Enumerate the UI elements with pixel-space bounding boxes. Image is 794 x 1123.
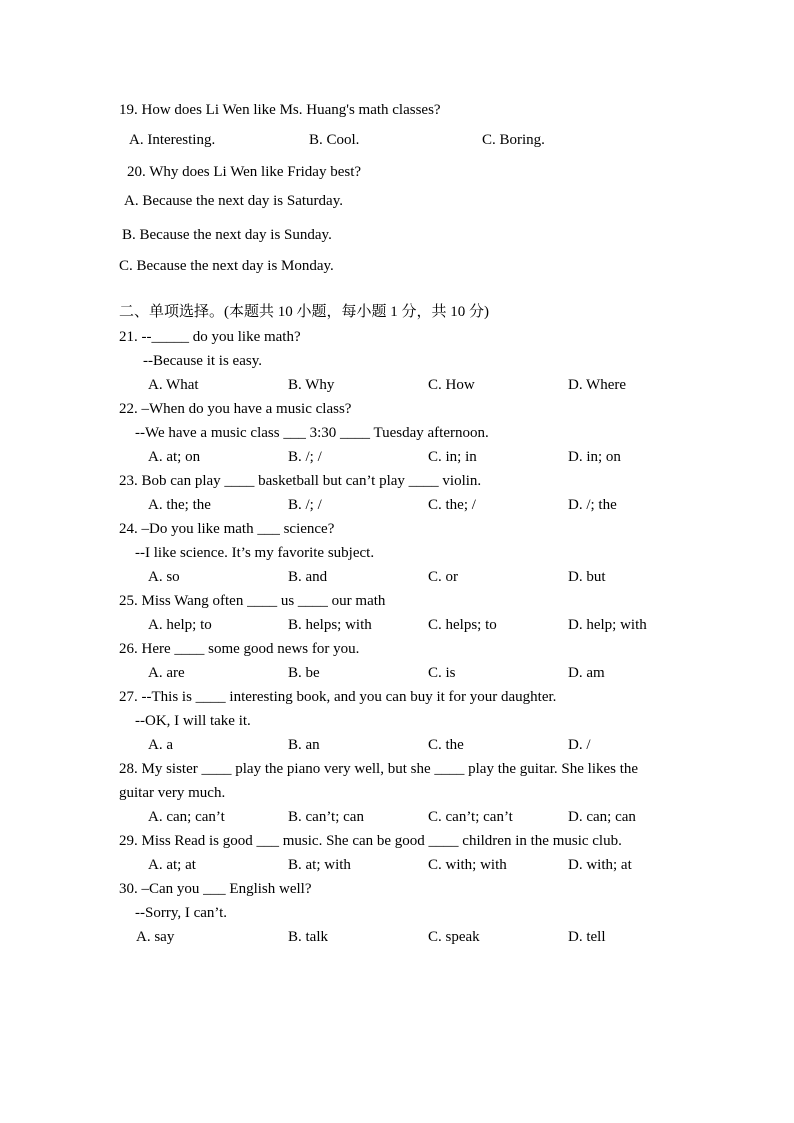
q21-option-b: B. Why — [288, 377, 335, 393]
q21-option-a: A. What — [148, 377, 199, 393]
q27-line1: 27. --This is ____ interesting book, and you can buy it for your daughter. — [119, 689, 557, 705]
q19-option-c: C. Boring. — [482, 132, 545, 148]
q23-option-c: C. the; / — [428, 497, 476, 513]
q30-line2: --Sorry, I can’t. — [135, 905, 228, 921]
q26-option-b: B. be — [288, 665, 320, 681]
q24-option-d: D. but — [568, 569, 606, 585]
q24-line2: --I like science. It’s my favorite subject. — [135, 545, 375, 561]
q20-option-c: C. Because the next day is Monday. — [119, 258, 334, 274]
q30-option-d: D. tell — [568, 929, 606, 945]
q28-line2: guitar very much. — [119, 785, 226, 801]
q29-line1: 29. Miss Read is good ___ music. She can be good ____ children in the music club. — [119, 833, 622, 849]
q20-question: 20. Why does Li Wen like Friday best? — [127, 164, 362, 180]
q24-option-a: A. so — [148, 569, 180, 585]
q24-option-c: C. or — [428, 569, 458, 585]
q20-option-a: A. Because the next day is Saturday. — [124, 193, 343, 209]
q28-line1: 28. My sister ____ play the piano very well, but she ____ play the guitar. She likes the — [119, 761, 639, 777]
q23-line1: 23. Bob can play ____ basketball but can’t play ____ violin. — [119, 473, 482, 489]
q22-option-b: B. /; / — [288, 449, 322, 465]
section2-heading: 二、单项选择。(本题共 10 小题，每小题 1 分，共 10 分) — [119, 304, 489, 320]
q27-option-c: C. the — [428, 737, 464, 753]
q26-line1: 26. Here ____ some good news for you. — [119, 641, 360, 657]
q28-option-c: C. can’t; can’t — [428, 809, 513, 825]
q25-option-c: C. helps; to — [428, 617, 497, 633]
q23-option-a: A. the; the — [148, 497, 211, 513]
q25-option-d: D. help; with — [568, 617, 647, 633]
q21-option-d: D. Where — [568, 377, 627, 393]
q30-line1: 30. –Can you ___ English well? — [119, 881, 312, 897]
q27-line2: --OK, I will take it. — [135, 713, 251, 729]
q28-option-b: B. can’t; can — [288, 809, 364, 825]
q19-question: 19. How does Li Wen like Ms. Huang's math classes? — [119, 102, 441, 118]
q21-line1: 21. --_____ do you like math? — [119, 329, 301, 345]
q28-option-a: A. can; can’t — [148, 809, 225, 825]
q22-option-c: C. in; in — [428, 449, 477, 465]
q25-option-a: A. help; to — [148, 617, 212, 633]
q26-option-c: C. is — [428, 665, 456, 681]
q25-option-b: B. helps; with — [288, 617, 372, 633]
q25-line1: 25. Miss Wang often ____ us ____ our math — [119, 593, 386, 609]
q22-line2: --We have a music class ___ 3:30 ____ Tuesday afternoon. — [135, 425, 489, 441]
q23-option-b: B. /; / — [288, 497, 322, 513]
q27-option-a: A. a — [148, 737, 173, 753]
q26-option-a: A. are — [148, 665, 185, 681]
q29-option-d: D. with; at — [568, 857, 632, 873]
q19-option-a: A. Interesting. — [129, 132, 216, 148]
q27-option-d: D. / — [568, 737, 591, 753]
q21-option-c: C. How — [428, 377, 475, 393]
q20-option-b: B. Because the next day is Sunday. — [122, 227, 332, 243]
q27-option-b: B. an — [288, 737, 320, 753]
q22-option-d: D. in; on — [568, 449, 621, 465]
q23-option-d: D. /; the — [568, 497, 617, 513]
q24-option-b: B. and — [288, 569, 328, 585]
q28-option-d: D. can; can — [568, 809, 636, 825]
q22-line1: 22. –When do you have a music class? — [119, 401, 352, 417]
q22-option-a: A. at; on — [148, 449, 201, 465]
q24-line1: 24. –Do you like math ___ science? — [119, 521, 335, 537]
q29-option-a: A. at; at — [148, 857, 196, 873]
q21-line2: --Because it is easy. — [143, 353, 262, 369]
q26-option-d: D. am — [568, 665, 605, 681]
q30-option-b: B. talk — [288, 929, 328, 945]
q29-option-b: B. at; with — [288, 857, 351, 873]
q30-option-a: A. say — [136, 929, 175, 945]
q30-option-c: C. speak — [428, 929, 480, 945]
q29-option-c: C. with; with — [428, 857, 507, 873]
q19-option-b: B. Cool. — [309, 132, 360, 148]
